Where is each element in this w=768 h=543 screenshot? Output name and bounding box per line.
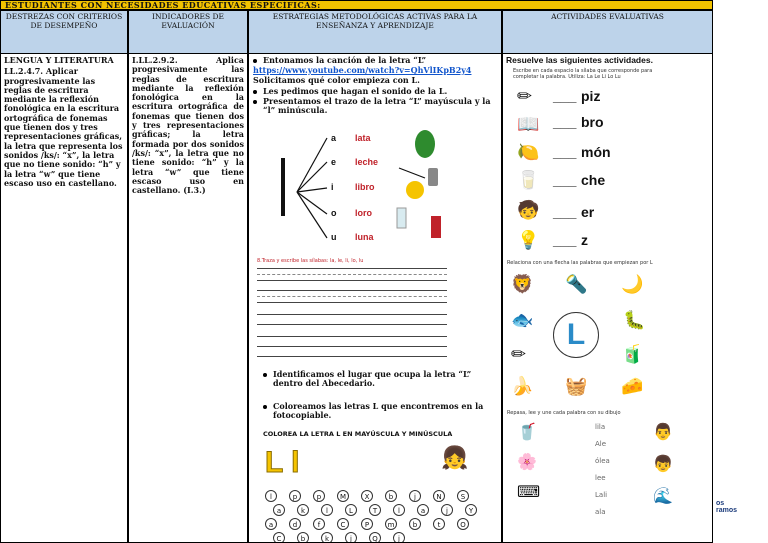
corner-logo (716, 500, 737, 514)
bullet-icon (263, 405, 267, 409)
trace-caption: 8.Traza y escribe las sílabas: la, le, li, lo, lu (257, 258, 364, 264)
trace-line (257, 336, 447, 337)
header-indicadores: INDICADORES DE EVALUACIÓN (128, 10, 248, 54)
header-destrezas: DESTREZAS CON CRITERIOS DE DESEMPEÑO (0, 10, 128, 54)
letter-circle[interactable]: t (433, 518, 445, 530)
milk-icon: 🥛 (517, 170, 540, 191)
coloring-worksheet (261, 428, 489, 543)
coloring-title: COLOREA LA LETRA L EN MAYÚSCULA Y MINÚSCULA (263, 430, 453, 438)
bullet-icon (253, 59, 257, 63)
bullet-trace: Presentamos el trazo de la letra “L” mayúscula y la “l” minúscula. (253, 97, 502, 115)
read-word: ólea (595, 457, 610, 465)
trace-line (257, 268, 447, 269)
read-word: lila (595, 423, 606, 431)
girl-icon: 👧 (441, 446, 469, 471)
fish-icon: 🐟 (511, 310, 534, 331)
bullet-icon (263, 373, 267, 377)
letter-circle[interactable]: l (265, 490, 277, 502)
letter-circle[interactable]: l (393, 504, 405, 516)
syllable-diagram (275, 130, 475, 250)
letter-circle[interactable]: b (409, 518, 421, 530)
banana-icon: 🍌 (511, 376, 534, 397)
word-luna: luna (355, 232, 374, 242)
activity-instruction: Escribe en cada espacio la sílaba que corresponde para completar la palabra. Utiliza: La Le Li Lo Lu (513, 68, 653, 80)
bullet-song: Entonamos la canción de la letra “L” (253, 56, 498, 65)
trace-line (257, 302, 447, 303)
letter-circle[interactable]: T (369, 504, 381, 516)
letter-circle[interactable]: p (289, 490, 301, 502)
lion-icon: 🦁 (511, 274, 534, 295)
bullet-sound: Les pedimos que hagan el sonido de la L. (253, 87, 498, 96)
word-z: z (581, 232, 588, 248)
blank-4: ___ (553, 172, 577, 188)
vowel-i: i (331, 182, 334, 192)
letter-circle[interactable]: L (345, 504, 357, 516)
header-actividades: ACTIVIDADES EVALUATIVAS (502, 10, 713, 54)
letter-circle[interactable]: M (337, 490, 349, 502)
vowel-o: o (331, 208, 337, 218)
trace-line (257, 314, 447, 315)
subject-title: LENGUA Y LITERATURA (4, 55, 114, 65)
youtube-link[interactable]: https://www.youtube.com/watch?v=QhVlIKpB2y4 (253, 65, 472, 75)
letter-circle[interactable]: O (457, 518, 469, 530)
flower-icon: 🌸 (517, 452, 537, 471)
letter-circle[interactable]: a (265, 518, 277, 530)
read-word: ala (595, 508, 606, 516)
trace-line (257, 346, 447, 347)
read-caption: Repasa, lee y une cada palabra con su dibujo (507, 410, 621, 416)
letter-circle[interactable]: a (273, 504, 285, 516)
letter-circle[interactable]: C (337, 518, 349, 530)
letter-circle[interactable]: d (289, 518, 301, 530)
trace-guide (257, 274, 447, 275)
letter-circle[interactable]: Q (369, 532, 381, 543)
boy-icon: 👦 (653, 454, 673, 473)
read-word: lee (595, 474, 606, 482)
letter-circle[interactable]: j (393, 532, 405, 543)
word-lata: lata (355, 133, 371, 143)
trace-guide (257, 296, 447, 297)
skill-text: LL.2.4.7. Aplicar progresivamente las reglas de escritura mediante la reflexión fonológica en la escritura ortográfica de fonemas que tienen dos y tres representaciones gráficas, la letra que representa los sonidos /ks/: “x”, la letra que no tiene sonido: “h” y la letra “w” que tiene escaso uso en castellano. (4, 66, 123, 188)
bullet-icon (253, 90, 257, 94)
word-piz: piz (581, 88, 601, 104)
letter-circle[interactable]: X (361, 490, 373, 502)
letter-circle[interactable]: C (273, 532, 285, 543)
caterpillar-icon: 🐛 (623, 310, 646, 331)
word-che: che (581, 172, 606, 188)
glass-icon: 🥤 (517, 422, 537, 441)
vowel-e: e (331, 157, 337, 167)
activity-title: Resuelve las siguientes actividades. (506, 55, 653, 65)
letter-circle[interactable]: j (409, 490, 421, 502)
letter-circle[interactable]: Y (465, 504, 477, 516)
relate-caption: Relaciona con una flecha las palabras que empiezan por L (507, 260, 653, 266)
trace-line (257, 356, 447, 357)
bullet-color: Coloreamos las letras L que encontremos en la fotocopiable. (253, 402, 502, 420)
trace-line (257, 290, 447, 291)
flashlight-icon: 🔦 (565, 274, 588, 295)
trace-line (257, 280, 447, 281)
pencil-icon: ✏ (517, 86, 533, 107)
destrezas-cell (0, 54, 128, 543)
word-loro: loro (355, 208, 372, 218)
center-letter-l: L (553, 312, 599, 358)
header-estrategias: ESTRATEGIAS METODOLÓGICAS ACTIVAS PARA LA ENSEÑANZA Y APRENDIZAJE (248, 10, 502, 54)
letter-circle[interactable]: l (321, 504, 333, 516)
reader-icon: 🧒 (517, 200, 540, 221)
cheese-icon: 🧀 (621, 376, 644, 397)
letter-circle[interactable]: k (321, 532, 333, 543)
corner-logo-line-2: ramos (716, 507, 738, 514)
letter-circle[interactable]: p (313, 490, 325, 502)
actividades-cell (502, 54, 713, 543)
letter-circle[interactable]: j (345, 532, 357, 543)
wave-icon: 🌊 (653, 486, 673, 505)
ask-text: Solicitamos qué color empieza con L. (253, 75, 420, 85)
word-mon: món (581, 144, 611, 160)
blank-1: ___ (553, 88, 577, 104)
letter-circle[interactable]: a (417, 504, 429, 516)
bulb-icon: 💡 (517, 230, 540, 251)
blank-3: ___ (553, 144, 577, 160)
letter-circle[interactable]: P (361, 518, 373, 530)
bullet-alphabet: Identificamos el lugar que ocupa la letra “L” dentro del Abecedario. (253, 370, 502, 388)
estrategias-cell (248, 54, 502, 543)
book-icon: 📖 (517, 114, 540, 135)
read-word: Lali (595, 491, 608, 499)
vowel-u: u (331, 232, 337, 242)
pencil-icon: ✏ (511, 344, 527, 365)
indicadores-cell (128, 54, 248, 543)
word-bro: bro (581, 114, 604, 130)
letter-circle[interactable]: b (297, 532, 309, 543)
blank-5: ___ (553, 204, 577, 220)
letter-circle[interactable]: S (457, 490, 469, 502)
letter-circle[interactable]: k (297, 504, 309, 516)
keyboard-icon: ⌨ (517, 482, 541, 501)
milk-carton-icon: 🧃 (621, 344, 644, 365)
corner-logo-line-1: os (716, 500, 725, 507)
word-leche: leche (355, 157, 379, 167)
blank-2: ___ (553, 114, 577, 130)
letter-circle[interactable]: N (433, 490, 445, 502)
letter-circle[interactable]: m (385, 518, 397, 530)
big-letter-l: L l (265, 446, 300, 479)
lemon-icon: 🍋 (517, 142, 540, 163)
moon-icon: 🌙 (621, 274, 644, 295)
trace-line (257, 324, 447, 325)
man-icon: 👨 (653, 422, 673, 441)
section-banner: ESTUDIANTES CON NECESIDADES EDUCATIVAS ESPECÍFICAS: (0, 0, 713, 10)
indicator-text: I.LL.2.9.2. Aplica progresivamente las reglas de escritura mediante la reflexión fonológica en la escritura ortográfica de fonemas que tienen dos y tres representaciones gráficas; la letra formada por dos sonidos /ks/: “x”, la letra que no tiene sonido: “h” y la letra “w” que tiene escaso uso en castellano. (I.3.) (132, 55, 244, 196)
letter-circle[interactable]: j (441, 504, 453, 516)
word-er: er (581, 204, 595, 220)
read-word: Ale (595, 440, 607, 448)
word-libro: libro (355, 182, 375, 192)
blank-6: ___ (553, 232, 577, 248)
vowel-a: a (331, 133, 337, 143)
bullet-icon (253, 100, 257, 104)
syllable-lines (275, 130, 475, 250)
letter-circle[interactable]: b (385, 490, 397, 502)
washer-icon: 🧺 (565, 376, 588, 397)
letter-circle[interactable]: f (313, 518, 325, 530)
